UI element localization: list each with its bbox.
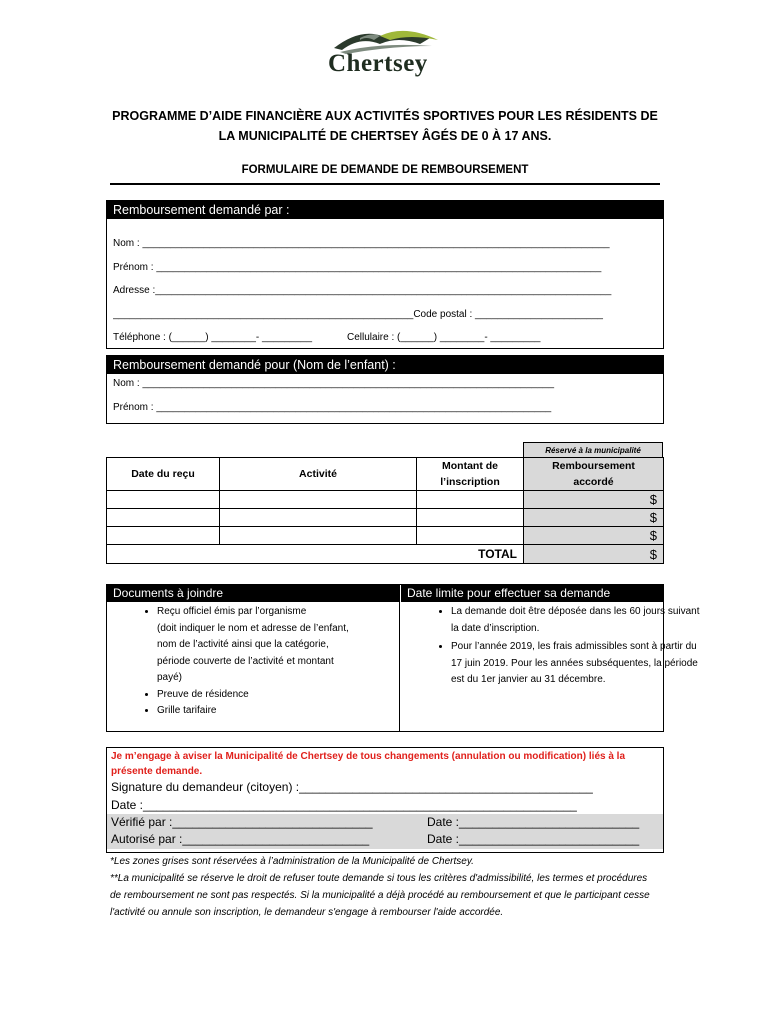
requested-for-section [106, 355, 664, 424]
signature-field[interactable]: Signature du demandeur (citoyen) :____________________________________________ [111, 780, 593, 794]
telephone-field[interactable]: Téléphone : (______) ________- _________ [113, 332, 313, 343]
verified-by-field[interactable]: Vérifié par :______________________________ [111, 815, 373, 829]
signature-date-field[interactable]: Date :_________________________________________________________________ [111, 797, 577, 812]
refund-cell: $ [524, 527, 664, 545]
table-row [107, 509, 664, 527]
activity-cell[interactable] [220, 509, 417, 527]
date-cell[interactable] [107, 509, 220, 527]
footnotes [110, 853, 660, 921]
amount-cell[interactable] [417, 491, 524, 509]
authorized-date-field[interactable]: Date :___________________________ [427, 832, 640, 846]
logo-wordmark: Chertsey [328, 50, 428, 77]
engagement-section [106, 747, 664, 853]
list-item: • Reçu officiel émis par l’organisme (doit indiquer le nom et adresse de l’enfant, nom de l’activité ainsi que la catégorie, période couverte de l’activité et montant payé) [157, 604, 442, 687]
form-title: FORMULAIRE DE DEMANDE DE REMBOURSEMENT [241, 164, 529, 176]
date-cell[interactable] [107, 491, 220, 509]
title-divider [110, 183, 660, 185]
municipality-logo [320, 22, 450, 82]
amount-cell[interactable] [417, 509, 524, 527]
engagement-notice: Je m’engage à aviser la Municipalité de Chertsey de tous changements (annulation ou modification) liés à la présente demande. [111, 751, 626, 777]
child-first-name-field[interactable]: Prénom : _______________________________________________________________________ [113, 402, 552, 413]
col-header-refund: Remboursement accordé [524, 458, 664, 491]
applicant-last-name-field[interactable]: Nom : ____________________________________________________________________________________ [113, 238, 610, 249]
total-refund-cell: $ [524, 545, 664, 564]
list-item: • Preuve de résidence [157, 687, 442, 704]
requested-by-header: Remboursement demandé par : [107, 201, 663, 219]
refund-cell: $ [524, 491, 664, 509]
table-row [107, 527, 664, 545]
footnote-grey-zones: *Les zones grises sont réservées à l’administration de la Municipalité de Chertsey. [110, 856, 474, 867]
reserved-note: Réservé à la municipalité [523, 442, 663, 458]
applicant-first-name-field[interactable]: Prénom : ________________________________________________________________________________ [113, 262, 602, 273]
cellphone-field[interactable]: Cellulaire : (______) ________- _________ [347, 332, 541, 343]
col-header-activity: Activité [220, 458, 417, 491]
page-title [100, 106, 670, 146]
date-cell[interactable] [107, 527, 220, 545]
activity-cell[interactable] [220, 527, 417, 545]
list-item: • Grille tarifaire [157, 703, 442, 720]
authorized-by-field[interactable]: Autorisé par :____________________________ [111, 832, 370, 846]
documents-list [107, 604, 442, 720]
receipts-table [106, 457, 664, 564]
amount-cell[interactable] [417, 527, 524, 545]
deadline-list [401, 604, 706, 689]
requested-by-section [106, 200, 664, 349]
col-header-date: Date du reçu [107, 458, 220, 491]
postal-code-field[interactable]: ______________________________________________________Code postal : _______________________ [113, 309, 603, 320]
title-line-2: LA MUNICIPALITÉ DE CHERTSEY ÂGÉS DE 0 À 17 ANS. [218, 129, 552, 143]
applicant-address-field[interactable]: Adresse :__________________________________________________________________________________ [113, 285, 612, 296]
footnote-refusal: **La municipalité se réserve le droit de refuser toute demande si tous les critères d'admissibilité, les termes et procédures de remboursement ne sont pas respectés. Si la municipalité a déjà procédé au remboursement et que le participant cesse l'activité ou annule son inscription, le demandeur s'engage à rembourser l'aide accordée. [110, 873, 650, 918]
list-item: • La demande doit être déposée dans les 60 jours suivant la date d’inscription. [451, 604, 706, 637]
deadline-header: Date limite pour effectuer sa demande [401, 585, 663, 602]
table-row [107, 491, 664, 509]
child-last-name-field[interactable]: Nom : __________________________________________________________________________ [113, 378, 555, 389]
total-label: TOTAL [107, 545, 524, 564]
title-line-1: PROGRAMME D’AIDE FINANCIÈRE AUX ACTIVITÉS SPORTIVES POUR LES RÉSIDENTS DE [112, 109, 658, 123]
admin-zone [107, 814, 663, 849]
requested-for-header: Remboursement demandé pour (Nom de l’enfant) : [107, 356, 663, 374]
activity-cell[interactable] [220, 491, 417, 509]
verified-date-field[interactable]: Date :___________________________ [427, 815, 640, 829]
total-row [107, 545, 664, 564]
refund-cell: $ [524, 509, 664, 527]
documents-section [106, 584, 700, 732]
col-header-amount: Montant de l’inscription [417, 458, 524, 491]
list-item: • Pour l’année 2019, les frais admissibles sont à partir du 17 juin 2019. Pour les années subséquentes, la période est du 1er janvier au 31 décembre. [451, 639, 706, 689]
documents-header: Documents à joindre [107, 585, 399, 602]
table-header-row [107, 458, 664, 491]
